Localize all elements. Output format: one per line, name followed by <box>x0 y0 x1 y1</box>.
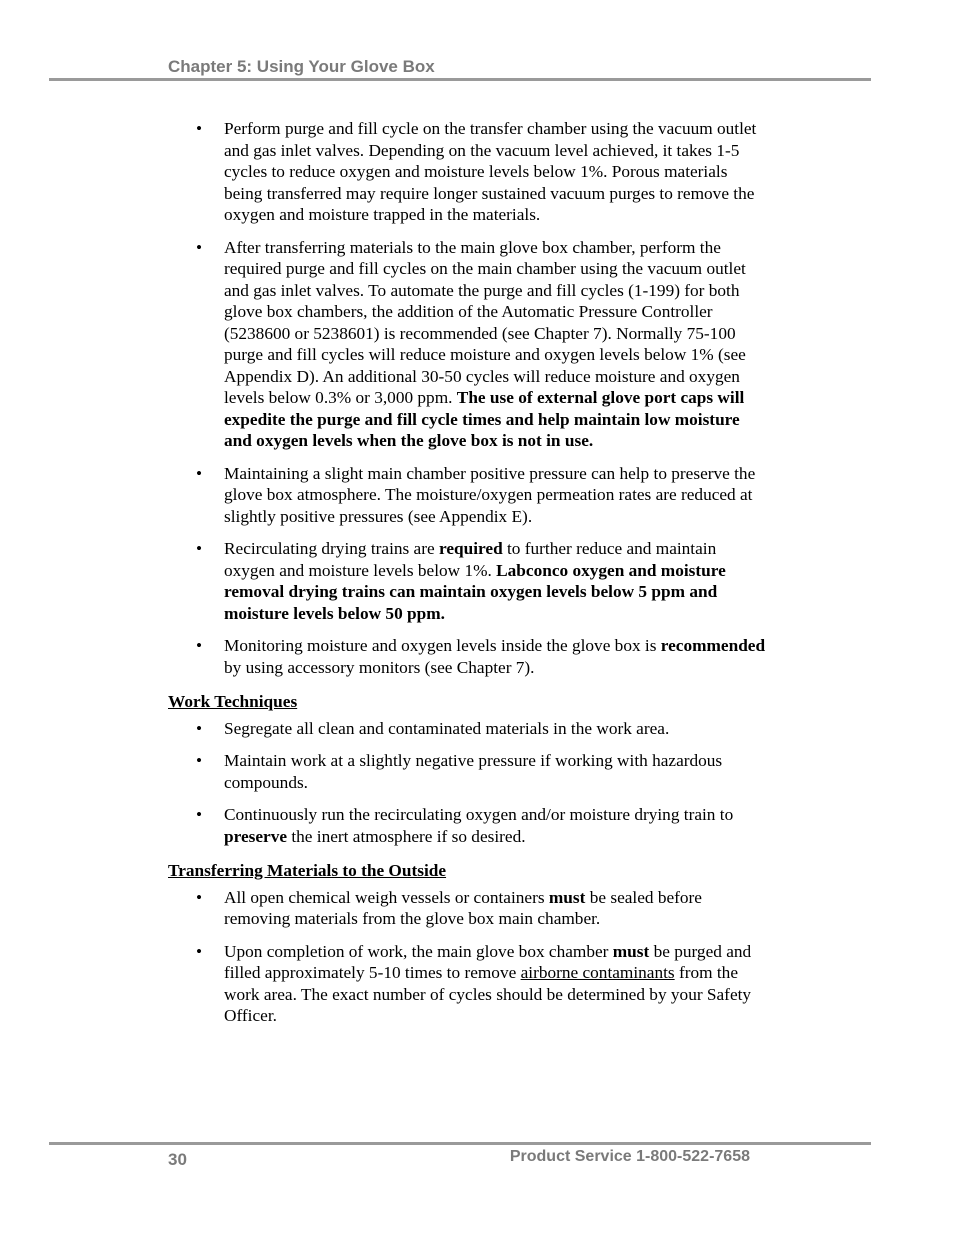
transferring-list <box>168 887 768 1027</box>
item-bold-text: Labconco oxygen and moisture removal drying trains can maintain oxygen levels below 5 ppm and moisture levels below 50 ppm. <box>224 560 726 623</box>
item-text: Monitoring moisture and oxygen levels inside the glove box is <box>224 636 661 655</box>
chapter-header: Chapter 5: Using Your Glove Box <box>168 57 435 76</box>
item-bold-text: must <box>548 887 586 907</box>
list-item <box>168 750 768 793</box>
item-text: After transferring materials to the main glove box chamber, perform the required purge and fill cycles on the main chamber using the vacuum outlet and gas inlet valves. To automate the purge and fill cycles (1-199) for both glove box chambers, the addition of the Automatic Pressure Controller (5238600 or 5238601) is recommended (see Chapter 7). Normally 75-100 purge and fill cycles will reduce moisture and oxygen levels below 1% (see Appendix D). An additional 30-50 cycles will reduce moisture and oxygen levels below 0.3% or 3,000 ppm. <box>224 237 746 407</box>
item-text: by using accessory monitors (see Chapter 7). <box>224 657 535 677</box>
list-item <box>168 237 768 452</box>
item-text: Maintain work at a slightly negative pressure if working with hazardous compounds. <box>224 751 723 792</box>
item-bold-text: must <box>612 941 650 961</box>
item-text: Maintaining a slight main chamber positive pressure can help to preserve the glove box atmosphere. The moisture/oxygen permeation rates are reduced at slightly positive pressures (see Appendix E). <box>224 463 756 526</box>
list-item <box>168 718 768 740</box>
list-item <box>168 887 768 930</box>
item-text: Recirculating drying trains are <box>224 539 439 558</box>
item-text: Upon completion of work, the main glove box chamber <box>224 941 613 961</box>
item-text: to further reduce and maintain oxygen and moisture levels below 1%. <box>224 539 717 580</box>
item-text: All open chemical weigh vessels or containers <box>224 887 549 907</box>
list-item <box>168 538 768 624</box>
item-bold-text: preserve <box>224 826 288 846</box>
list-item <box>168 804 768 847</box>
item-text: Continuously run the recirculating oxygen and/or moisture drying train to <box>224 805 734 824</box>
item-text: Perform purge and fill cycle on the transfer chamber using the vacuum outlet and gas inlet valves. Depending on the vacuum level achieved, it takes 1-5 cycles to reduce oxygen and moisture levels below 1%. Porous materials being transferred may require longer sustained vacuum purges to remove the oxygen and moisture trapped in the materials. <box>224 119 757 224</box>
page-content <box>168 118 768 1038</box>
footer-divider <box>49 1142 871 1145</box>
work-techniques-list <box>168 718 768 848</box>
item-bold-text: The use of external glove port caps will expedite the purge and fill cycle times and help maintain low moisture and oxygen levels when the glove box is not in use. <box>224 388 745 450</box>
list-item <box>168 941 768 1027</box>
page-number: 30 <box>168 1150 187 1169</box>
item-text: be sealed before removing materials from the glove box main chamber. <box>224 887 702 928</box>
item-bold-text: recommended <box>660 636 766 655</box>
list-item <box>168 463 768 528</box>
purge-bullet-list <box>168 118 768 678</box>
product-service-phone: Product Service 1-800-522-7658 <box>509 1148 750 1165</box>
list-item <box>168 118 768 226</box>
item-underlined-text: airborne contaminants <box>520 963 675 982</box>
item-bold-text: required <box>438 539 503 558</box>
item-text: from the work area. The exact number of cycles should be determined by your Safety Officer. <box>224 963 752 1025</box>
item-text: Segregate all clean and contaminated materials in the work area. <box>224 718 670 738</box>
work-techniques-heading: Work Techniques <box>168 692 298 711</box>
item-text: the inert atmosphere if so desired. <box>287 826 526 846</box>
list-item <box>168 635 768 678</box>
header-divider <box>49 78 871 81</box>
transferring-heading: Transferring Materials to the Outside <box>168 861 447 880</box>
item-text: be purged and filled approximately 5-10 times to remove <box>224 941 752 982</box>
